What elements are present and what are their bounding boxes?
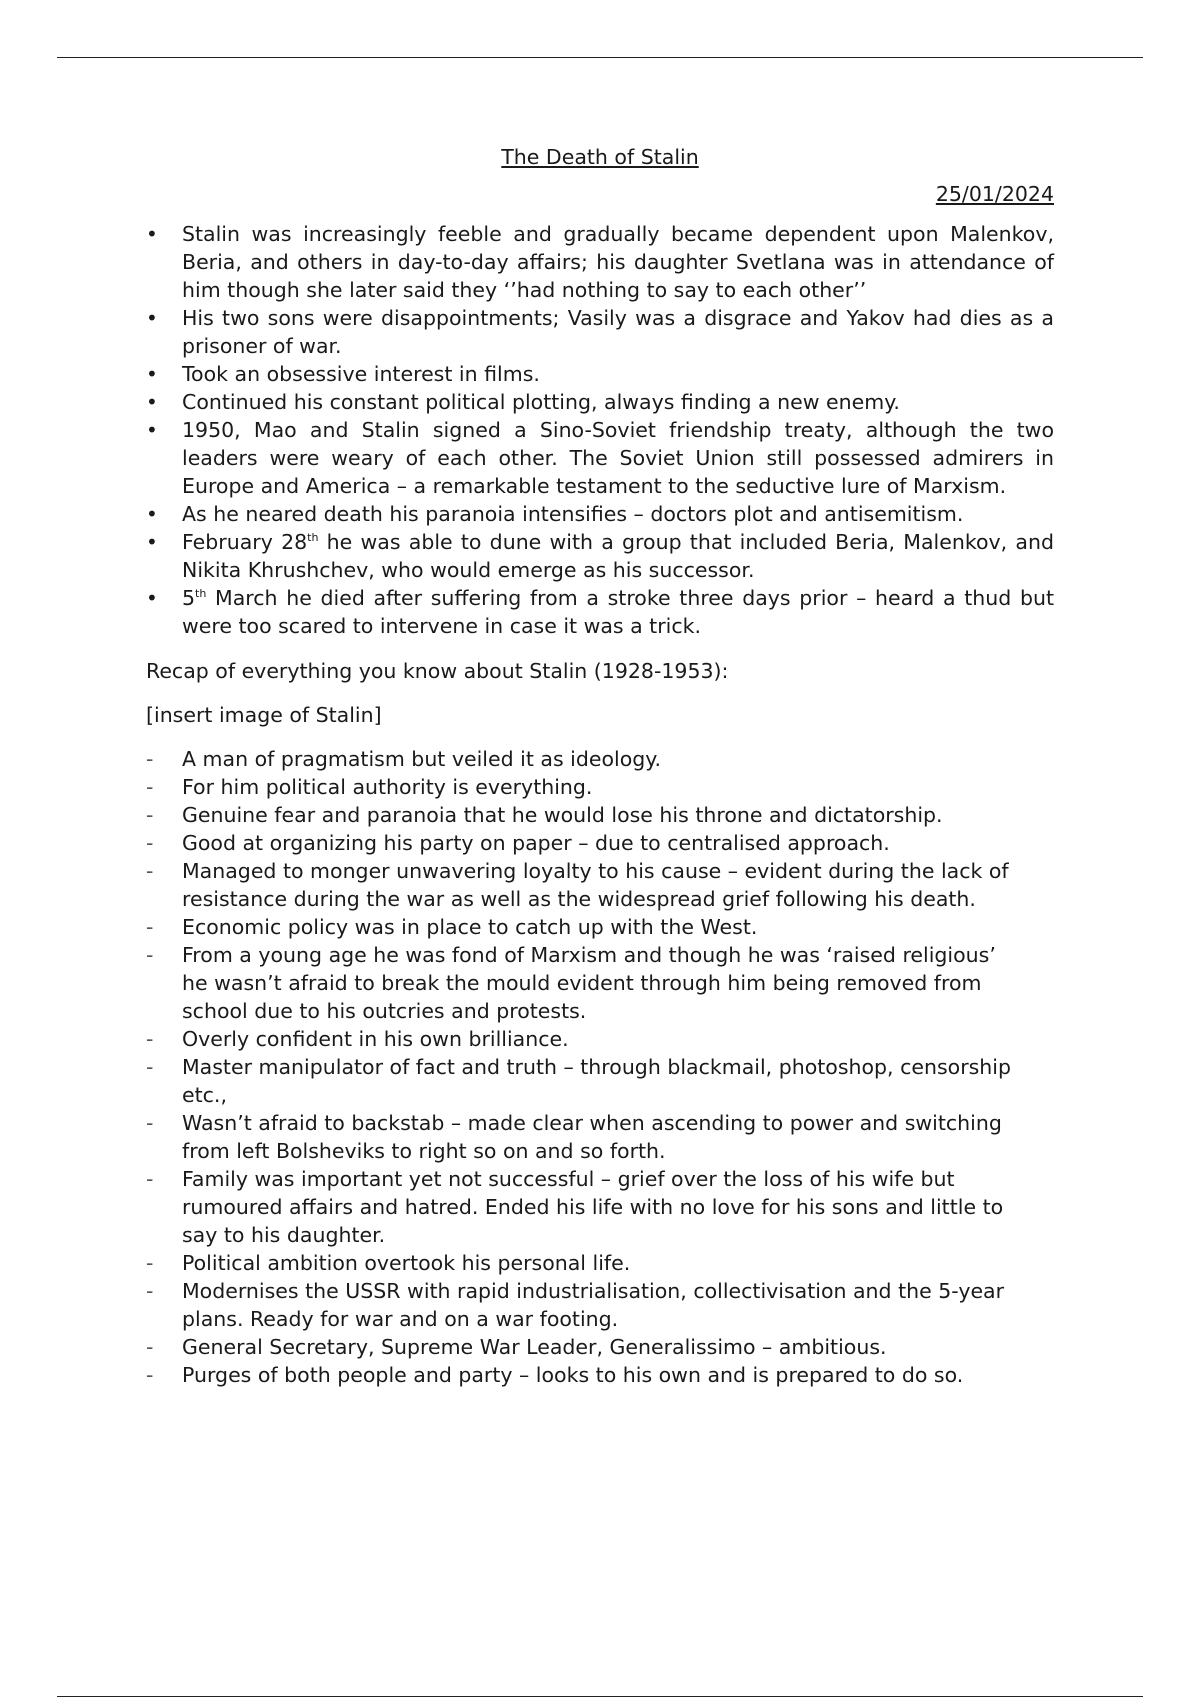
recap-item: - Genuine fear and paranoia that he would lose his throne and dictatorship.	[146, 801, 1054, 829]
bullet-text: he was able to dune with a group that included Beria, Malenkov, and Nikita Khrushchev, who would emerge as his successor.	[182, 530, 1054, 582]
bullet-item: • Stalin was increasingly feeble and gradually became dependent upon Malenkov, Beria, and others in day-to-day affairs; his daughter Svetlana was in attendance of him though she later said they ‘’had nothing to say to each other’’	[146, 220, 1054, 304]
recap-item: - Purges of both people and party – looks to his own and is prepared to do so.	[146, 1361, 1054, 1389]
ordinal-suffix: th	[307, 531, 319, 545]
recap-item: - Good at organizing his party on paper – due to centralised approach.	[146, 829, 1054, 857]
document-page	[146, 143, 1054, 1389]
recap-item: - General Secretary, Supreme War Leader, Generalissimo – ambitious.	[146, 1333, 1054, 1361]
recap-item: - From a young age he was fond of Marxism and though he was ‘raised religious’ he wasn’t afraid to break the mould evident through him being removed from school due to his outcries and protests.	[146, 941, 1054, 1025]
recap-item: - Political ambition overtook his personal life.	[146, 1249, 1054, 1277]
document-date	[146, 180, 1054, 208]
bullet-item	[146, 584, 1054, 640]
bullet-item	[146, 528, 1054, 584]
header-rule	[57, 57, 1143, 58]
document-title	[146, 143, 1054, 171]
image-placeholder: [insert image of Stalin]	[146, 703, 382, 727]
bullet-item: • As he neared death his paranoia intensifies – doctors plot and antisemitism.	[146, 500, 1054, 528]
recap-list	[146, 745, 1054, 1389]
recap-item: - Family was important yet not successful – grief over the loss of his wife but rumoured affairs and hatred. Ended his life with no love for his sons and little to say to his daughter.	[146, 1165, 1054, 1249]
bullet-item: • His two sons were disappointments; Vasily was a disgrace and Yakov had dies as a prisoner of war.	[146, 304, 1054, 360]
recap-item: - Wasn’t afraid to backstab – made clear when ascending to power and switching from left Bolsheviks to right so on and so forth.	[146, 1109, 1054, 1165]
recap-item: - Managed to monger unwavering loyalty to his cause – evident during the lack of resistance during the war as well as the widespread grief following his death.	[146, 857, 1054, 913]
title-text: The Death of Stalin	[501, 145, 699, 169]
bullet-text: February 28	[182, 530, 308, 554]
recap-item: - Modernises the USSR with rapid industrialisation, collectivisation and the 5-year plans. Ready for war and on a war footing.	[146, 1277, 1054, 1333]
recap-heading: Recap of everything you know about Stalin (1928-1953):	[146, 659, 729, 683]
recap-item: - For him political authority is everything.	[146, 773, 1054, 801]
recap-item: - Economic policy was in place to catch up with the West.	[146, 913, 1054, 941]
ordinal-suffix: th	[195, 587, 207, 601]
bullet-item: • Continued his constant political plotting, always finding a new enemy.	[146, 388, 1054, 416]
bullet-item: • 1950, Mao and Stalin signed a Sino-Soviet friendship treaty, although the two leaders were weary of each other. The Soviet Union still possessed admirers in Europe and America – a remarkable testament to the seductive lure of Marxism.	[146, 416, 1054, 500]
recap-item: - Master manipulator of fact and truth – through blackmail, photoshop, censorship etc.,	[146, 1053, 1054, 1109]
recap-item: - Overly confident in his own brilliance.	[146, 1025, 1054, 1053]
bullet-text: 5	[182, 586, 196, 610]
death-notes-list	[146, 220, 1054, 640]
recap-item: - A man of pragmatism but veiled it as ideology.	[146, 745, 1054, 773]
footer-rule	[57, 1696, 1143, 1697]
bullet-item: • Took an obsessive interest in films.	[146, 360, 1054, 388]
date-text: 25/01/2024	[935, 182, 1054, 206]
bullet-text: March he died after suffering from a stroke three days prior – heard a thud but were too scared to intervene in case it was a trick.	[182, 586, 1054, 638]
